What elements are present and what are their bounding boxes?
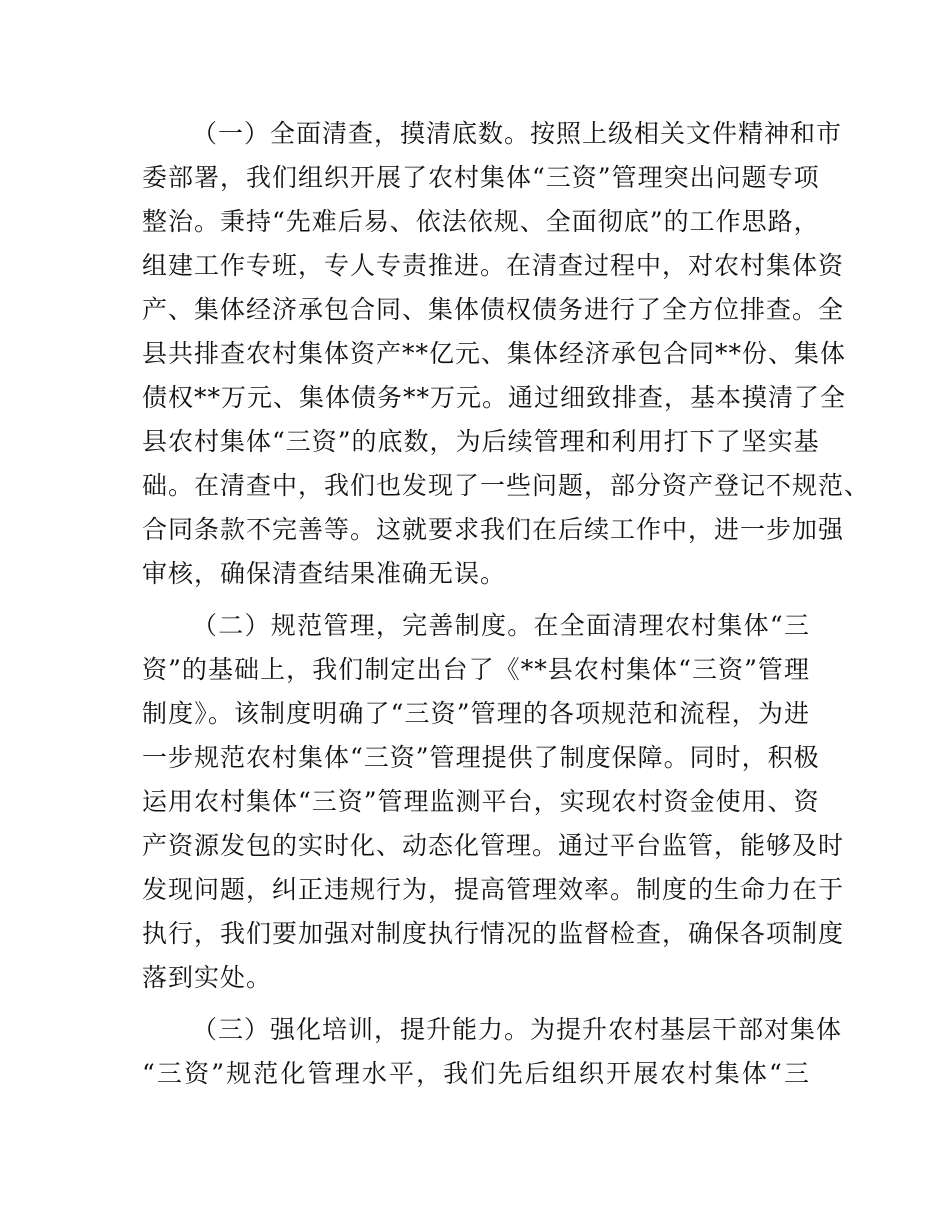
paragraph-line: 县共排查农村集体资产**亿元、集体经济承包合同**份、集体 (142, 339, 847, 368)
paragraph-line: 一步规范农村集体“三资”管理提供了制度保障。同时，积极 (142, 743, 820, 772)
paragraph-line: 产、集体经济承包合同、集体债权债务进行了全方位排查。全 (142, 295, 845, 324)
paragraph-line: （三）强化培训，提升能力。为提升农村基层干部对集体 (192, 1015, 843, 1044)
paragraph-line: 债权**万元、集体债务**万元。通过细致排查，基本摸清了全 (142, 383, 847, 412)
paragraph-line: 审核，确保清查结果准确无误。 (142, 559, 507, 588)
paragraph-line: （二）规范管理，完善制度。在全面清理农村集体“三 (192, 611, 810, 640)
paragraph-line: 制度》。该制度明确了“三资”管理的各项规范和流程，为进 (142, 699, 810, 728)
paragraph-line: “三资”规范化管理水平，我们先后组织开展农村集体“三 (142, 1059, 810, 1088)
paragraph-line: 础。在清查中，我们也发现了一些问题，部分资产登记不规范、 (142, 471, 871, 500)
paragraph-line: 发现问题，纠正违规行为，提高管理效率。制度的生命力在于 (142, 875, 845, 904)
paragraph-line: 资”的基础上，我们制定出台了《**县农村集体“三资”管理 (142, 655, 810, 684)
paragraph-line: 委部署，我们组织开展了农村集体“三资”管理突出问题专项 (142, 163, 820, 192)
paragraph-line: 产资源发包的实时化、动态化管理。通过平台监管，能够及时 (142, 831, 845, 860)
paragraph-line: 合同条款不完善等。这就要求我们在后续工作中，进一步加强 (142, 515, 845, 544)
paragraph-line: 县农村集体“三资”的底数，为后续管理和利用打下了坚实基 (142, 427, 820, 456)
paragraph-line: 执行，我们要加强对制度执行情况的监督检查，确保各项制度 (142, 919, 845, 948)
paragraph-line: 落到实处。 (142, 963, 273, 992)
paragraph-line: 组建工作专班，专人专责推进。在清查过程中，对农村集体资 (142, 251, 845, 280)
paragraph-line: （一）全面清查，摸清底数。按照上级相关文件精神和市 (192, 119, 843, 148)
paragraph-line: 整治。秉持“先难后易、依法依规、全面彻底”的工作思路， (142, 207, 820, 236)
paragraph-line: 运用农村集体“三资”管理监测平台，实现农村资金使用、资 (142, 787, 820, 816)
